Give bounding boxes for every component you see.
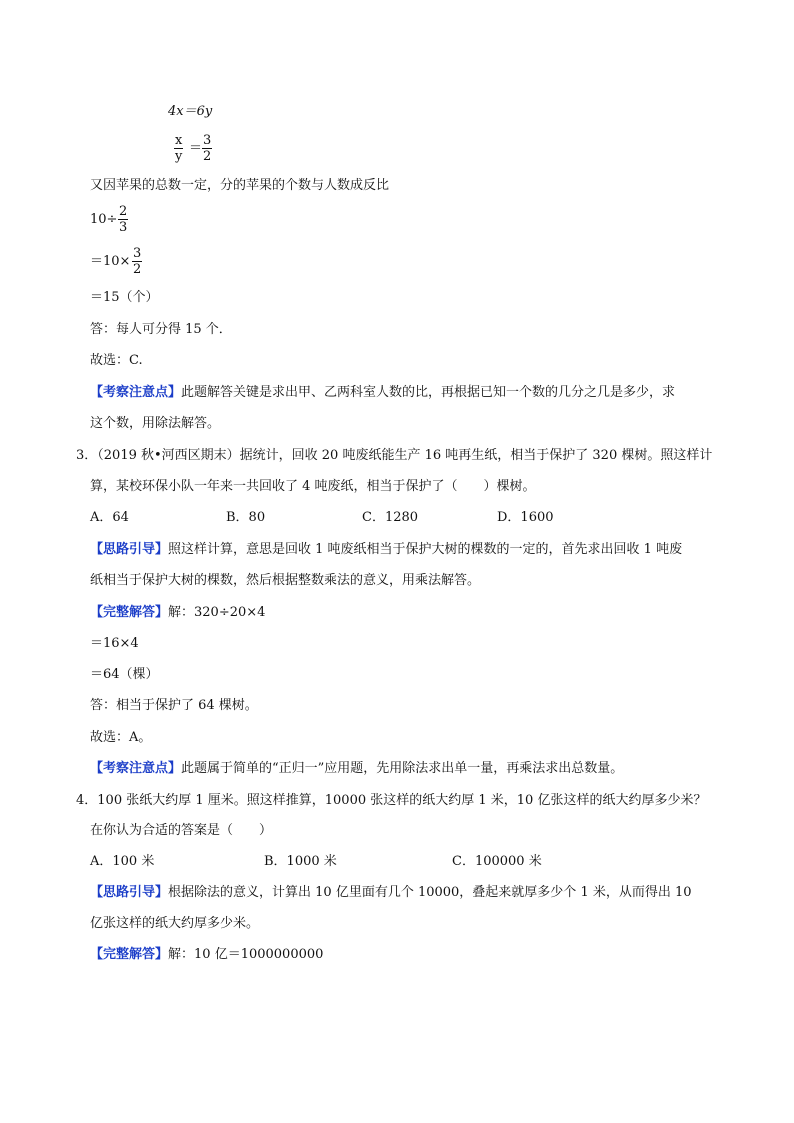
q3-solution-step3: ＝64（棵） [90,667,159,682]
q2-key-point [90,384,675,402]
solution-tag: 【完整解答】 [90,605,169,620]
fraction-denominator: y [174,149,183,164]
key-point-text: 此题解答关键是求出甲、乙两科室人数的比，再根据已知一个数的几分之几是多少，求 [181,385,676,400]
fraction-numerator: x [175,133,183,148]
fraction-numerator: 3 [203,133,212,148]
fraction-denominator: 2 [133,262,142,277]
equation-4x-6y: 4x＝6y [168,104,213,119]
fraction-2-over-3 [118,205,128,234]
q2-answer: 答：每人可分得 15 个． [90,322,232,337]
q3-option-d: D．1600 [497,510,554,525]
q4-option-a: A．100 米 [90,854,155,869]
solution-tag: 【完整解答】 [90,947,169,962]
q4-solution [90,946,323,964]
fraction-numerator: 3 [133,246,142,261]
q3-hint [90,541,682,559]
step2-prefix: ＝10× [90,254,131,269]
key-point-tag: 【考察注意点】 [90,385,182,400]
hint-text: 照这样计算，意思是回收 1 吨废纸相当于保护大树的棵数的一定的，首先求出回收 1 吨废 [168,542,683,557]
hint-tag: 【思路引导】 [90,542,169,557]
solution-text: 解：10 亿＝1000000000 [168,947,324,962]
q3-solution [90,604,265,622]
q3-key-point [90,760,623,778]
fraction-x-over-y [174,134,183,163]
q3-stem-line1: 3．（2019 秋•河西区期末）据统计，回收 20 吨废纸能生产 16 吨再生纸，相当于保护了 320 棵树。照这样计 [76,448,713,463]
q4-hint-cont: 亿张这样的纸大约厚多少米。 [90,916,260,931]
q3-option-a: A．64 [90,510,129,525]
solution-text: 解：320÷20×4 [168,605,266,620]
hint-text: 根据除法的意义，计算出 10 亿里面有几个 10000，叠起来就厚多少个 1 米，从而得出 10 [168,885,692,900]
key-point-text: 此题属于简单的“正归一”应用题，先用除法求出单一量，再乘法求出总数量。 [181,761,624,776]
q2-key-point-cont: 这个数，用除法解答。 [90,416,221,431]
q3-option-c: C．1280 [362,510,419,525]
q4-stem-line2: 在你认为合适的答案是（ ） [90,823,273,838]
hint-tag: 【思路引导】 [90,885,169,900]
fraction-3-over-2-b [132,247,142,276]
fraction-denominator: 2 [203,149,212,164]
q4-option-c: C．100000 米 [452,854,542,869]
q3-choice: 故选：A。 [90,730,152,745]
q3-answer: 答：相当于保护了 64 棵树。 [90,698,258,713]
q3-option-b: B．80 [226,510,266,525]
equals-sign: ＝ [189,141,203,156]
inverse-proportion-note: 又因苹果的总数一定，分的苹果的个数与人数成反比 [90,178,390,193]
q4-stem-line1: 4．100 张纸大约厚 1 厘米。照这样推算，10000 张这样的纸大约厚 1 米，10 亿张这样的纸大约厚多少米？ [76,793,707,808]
q4-option-b: B．1000 米 [264,854,337,869]
step3-result: ＝15（个） [90,290,159,305]
q3-hint-cont: 纸相当于保护大树的棵数，然后根据整数乘法的意义，用乘法解答。 [90,573,481,588]
q4-hint [90,884,692,902]
q2-choice: 故选：C. [90,353,143,368]
key-point-tag: 【考察注意点】 [90,761,182,776]
step1-prefix: 10÷ [90,212,118,227]
q3-stem-line2: 算，某校环保小队一年来一共回收了 4 吨废纸，相当于保护了（ ）棵树。 [90,479,536,494]
fraction-denominator: 3 [119,220,128,235]
fraction-numerator: 2 [119,204,128,219]
fraction-3-over-2 [202,134,212,163]
q3-solution-step2: ＝16×4 [90,636,139,651]
